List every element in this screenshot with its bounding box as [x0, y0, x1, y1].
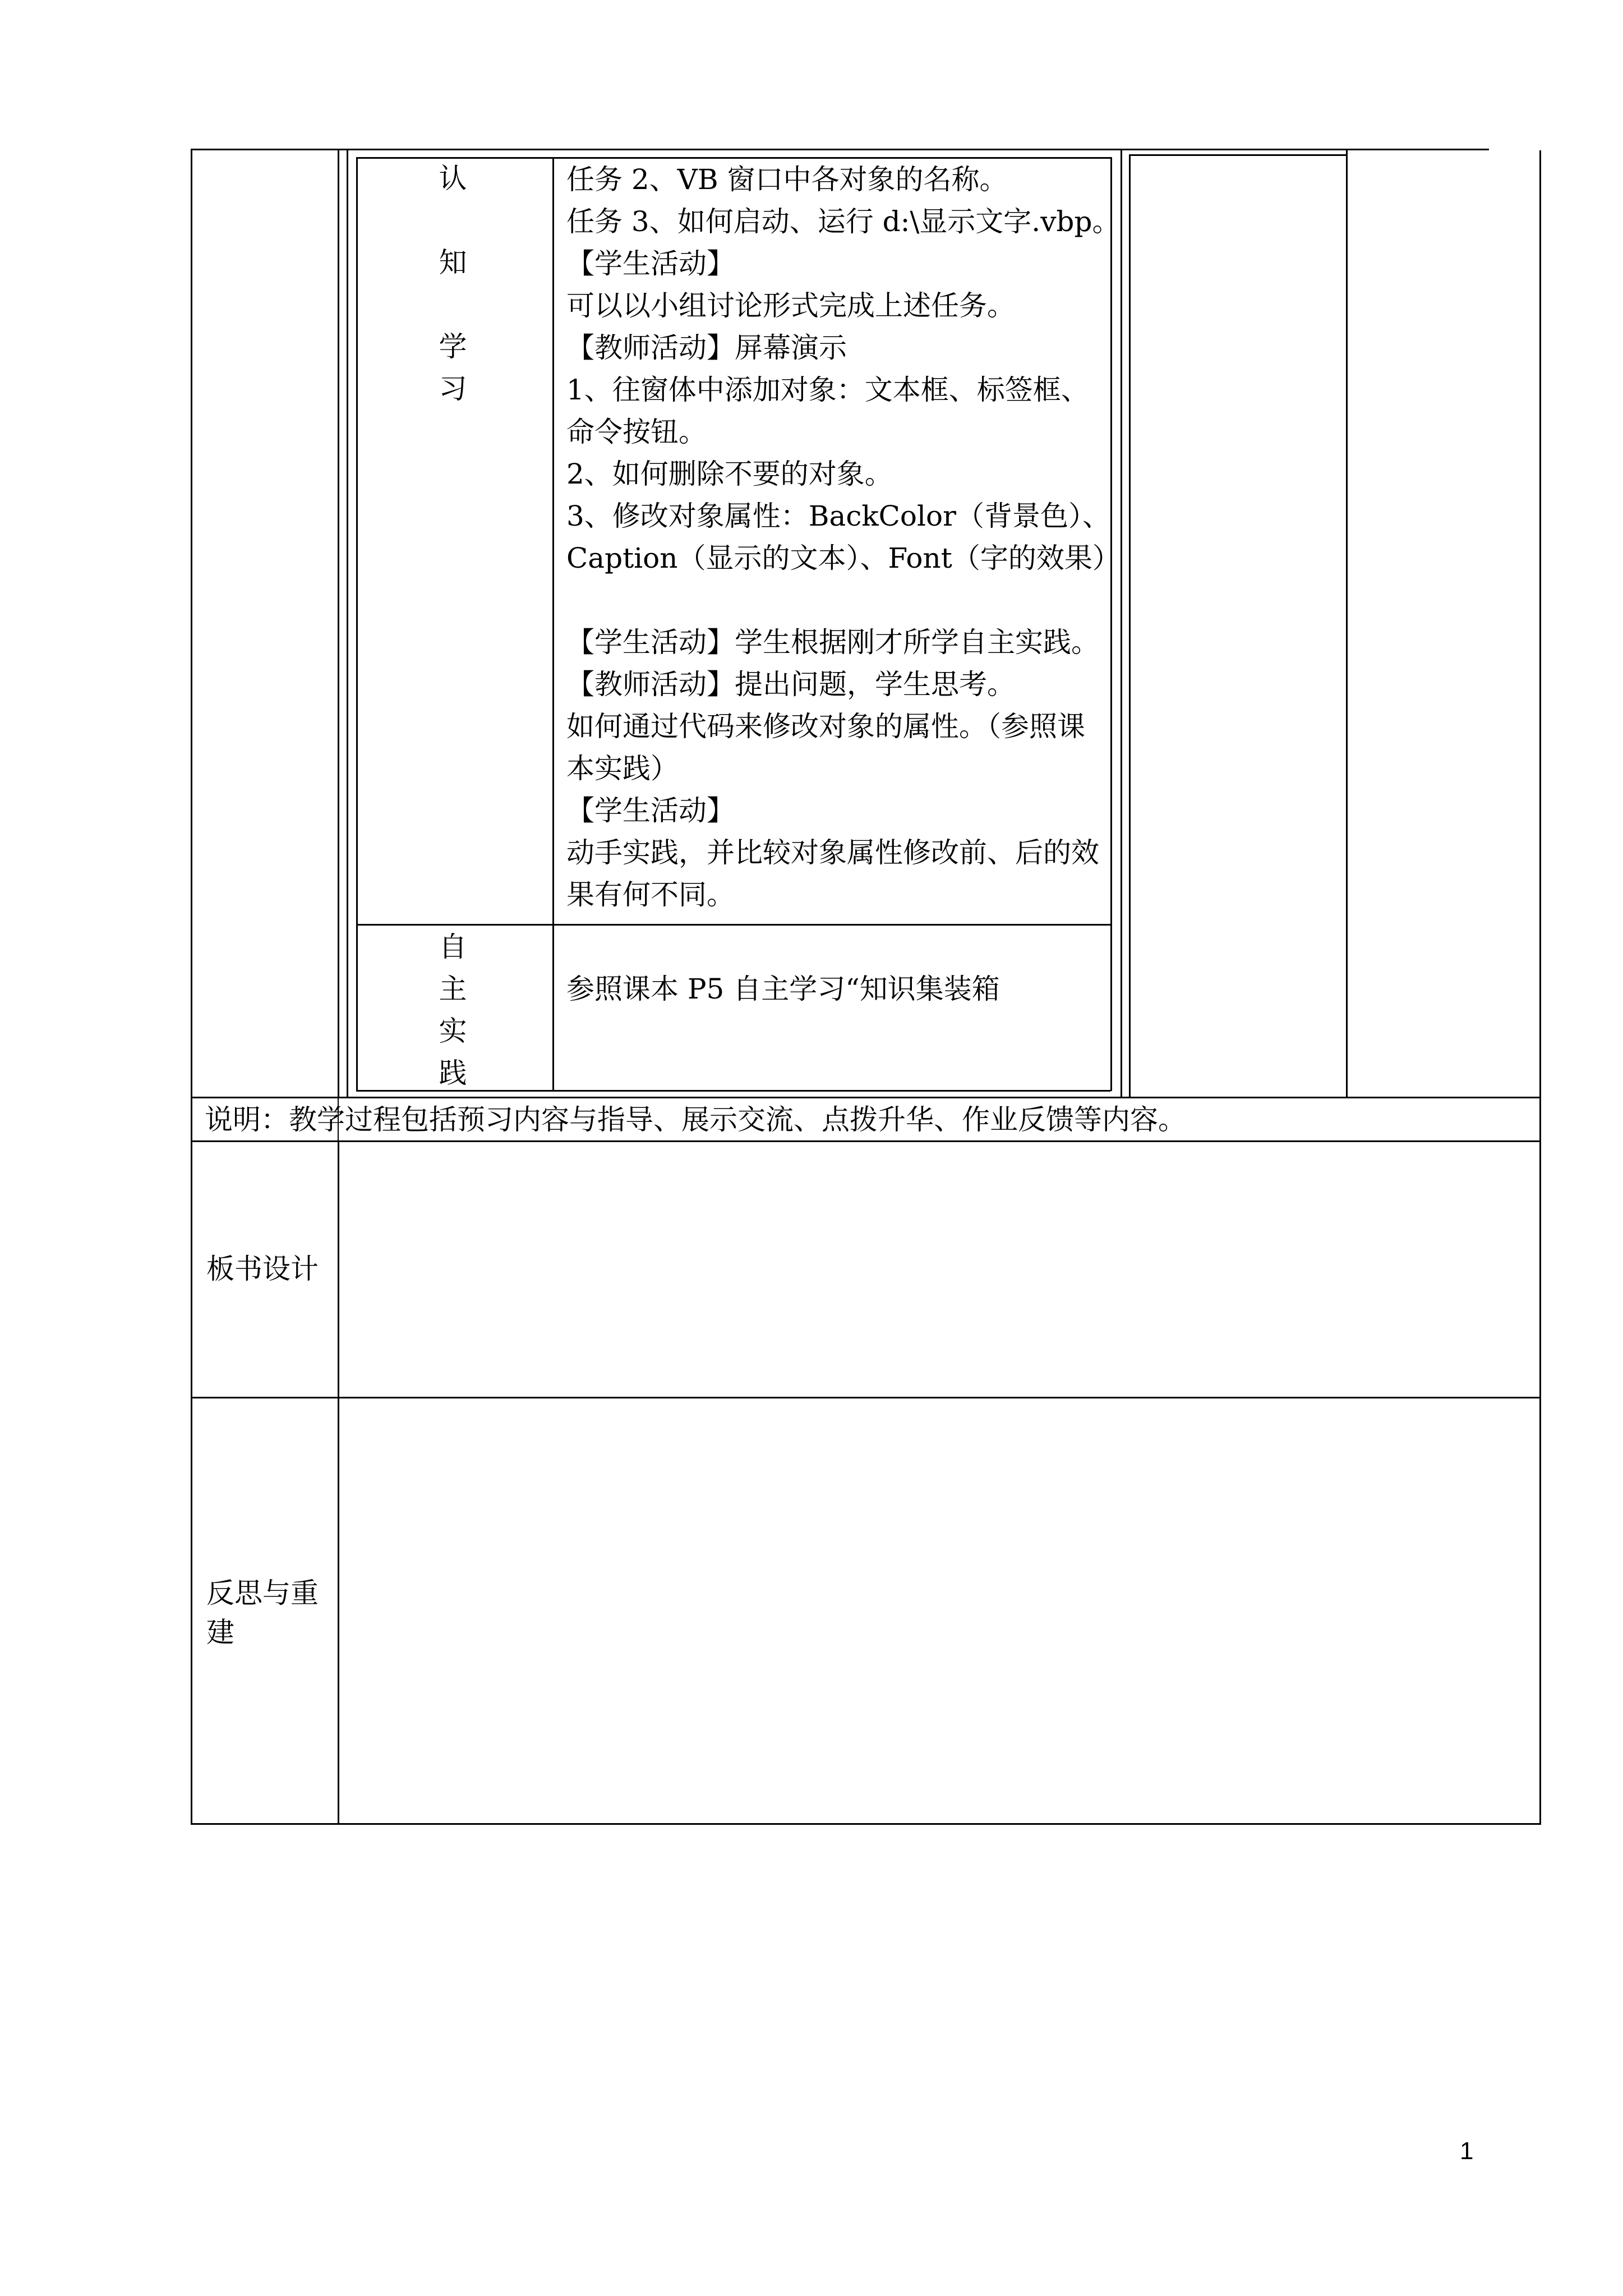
lesson-line: 【学生活动】 [566, 247, 735, 280]
lesson-line: 果有何不同。 [566, 878, 735, 911]
self-practice-label [353, 926, 552, 1091]
table-bottom-border [191, 1823, 1541, 1825]
board-design-label: 板书设计 [206, 1253, 319, 1285]
reflection-label-line2: 建 [206, 1616, 234, 1649]
label-char: 学 [439, 330, 467, 363]
outer-left-border [191, 150, 192, 1825]
outer-right-border [1539, 150, 1541, 1825]
label-column-border [338, 150, 339, 1825]
lesson-line: 【学生活动】 [566, 794, 735, 827]
lesson-line: 2、如何删除不要的对象。 [566, 458, 893, 490]
label-char: 践 [439, 1057, 467, 1089]
lesson-line: 任务 2、VB 窗口中各对象的名称。 [566, 163, 1008, 196]
cognitive-learning-label [353, 157, 552, 920]
label-char: 知 [439, 246, 467, 279]
lesson-line: 可以以小组讨论形式完成上述任务。 [566, 289, 1015, 322]
label-char: 习 [439, 372, 467, 405]
lesson-line: 【学生活动】学生根据刚才所学自主实践。 [566, 626, 1099, 659]
lesson-line: Caption（显示的文本）、Font（字的效果） [566, 542, 1121, 574]
inner-label-content-border [552, 157, 554, 1091]
lesson-line: 任务 3、如何启动、运行 d:\显示文字.vbp。 [566, 205, 1121, 238]
page-number: 1 [1460, 2137, 1474, 2165]
reflection-label-line1: 反思与重 [206, 1577, 319, 1609]
label-char: 认 [439, 162, 467, 195]
col-border-2 [1129, 154, 1131, 1098]
lesson-line: 动手实践，并比较对象属性修改前、后的效 [566, 836, 1099, 869]
col-top-border [1129, 154, 1348, 156]
label-char: 自 [439, 931, 467, 963]
top-rule [191, 149, 1489, 150]
lesson-line: 命令按钮。 [566, 416, 707, 448]
lesson-line: 如何通过代码来修改对象的属性。（参照课 [566, 710, 1085, 743]
inner-right-border-a [1110, 157, 1112, 1091]
label-char: 主 [439, 973, 467, 1005]
label-char: 实 [439, 1015, 467, 1047]
col-border-1 [1346, 150, 1348, 1098]
note-text: 说明：教学过程包括预习内容与指导、展示交流、点拨升华、作业反馈等内容。 [205, 1103, 1186, 1136]
lesson-line: 【教师活动】提出问题，学生思考。 [566, 668, 1015, 701]
lesson-line: 3、修改对象属性：BackColor（背景色）、 [566, 500, 1111, 532]
lesson-line: 本实践） [566, 752, 679, 785]
lesson-line: 【教师活动】屏幕演示 [566, 332, 847, 364]
self-practice-text: 参照课本 P5 自主学习“知识集装箱 [566, 973, 1000, 1005]
lesson-line: 1、往窗体中添加对象：文本框、标签框、 [566, 374, 1089, 406]
inner-right-border-b [1121, 150, 1122, 1098]
inner-left-border-a [347, 150, 348, 1098]
board-row-bottom [191, 1397, 1541, 1398]
